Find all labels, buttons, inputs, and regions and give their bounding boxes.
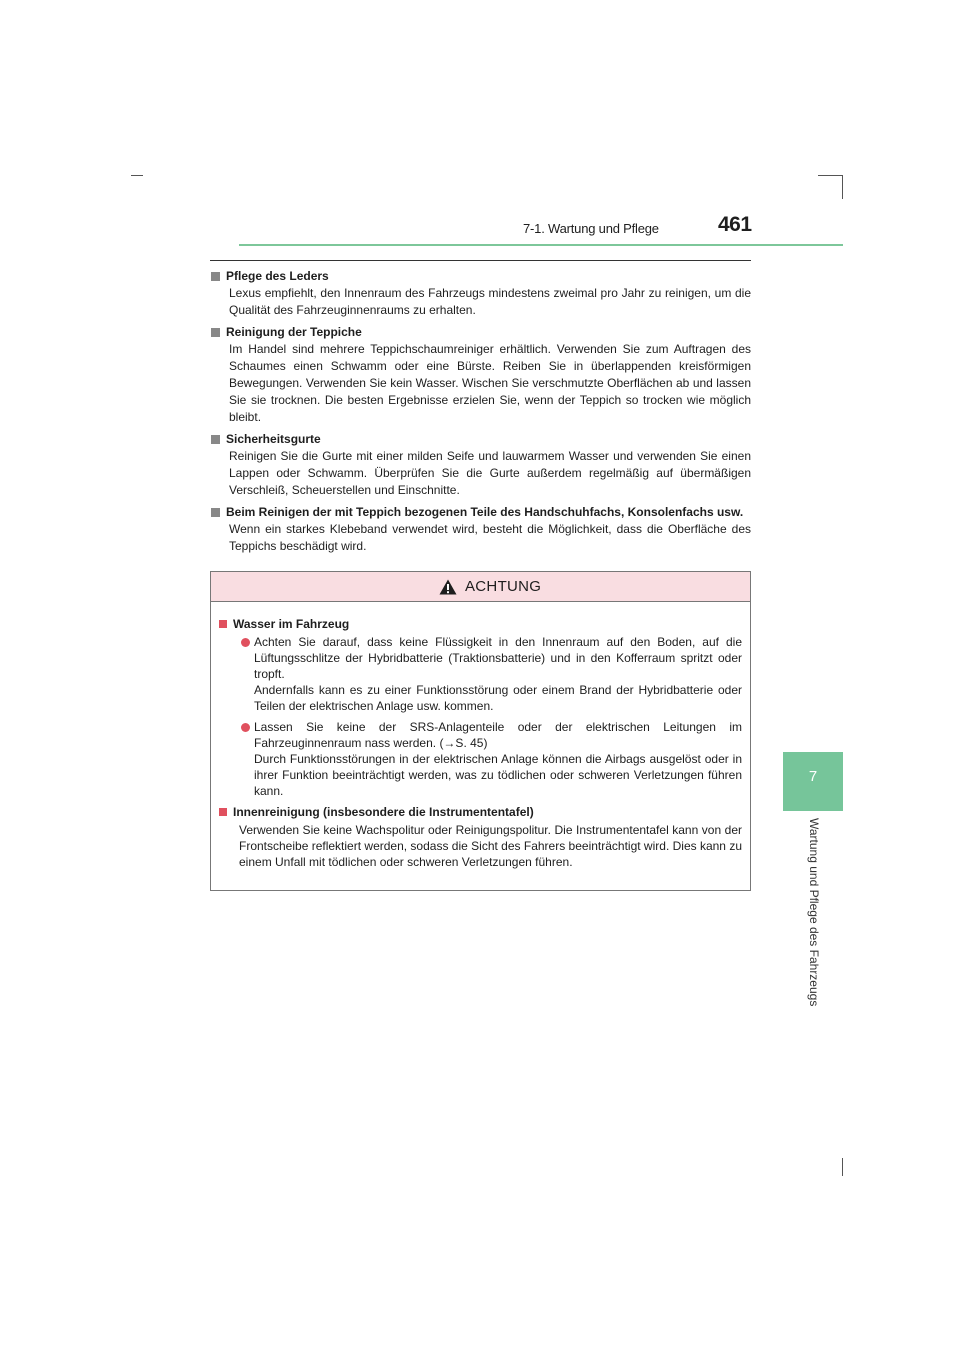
- section-heading: Reinigung der Teppiche: [210, 324, 751, 341]
- round-bullet-icon: [241, 638, 250, 647]
- section-heading: Sicherheitsgurte: [210, 431, 751, 448]
- section-seatbelts: [210, 431, 751, 499]
- section-body: Im Handel sind mehrere Teppichschaumreiniger erhältlich. Verwenden Sie zum Auftragen des Schaumes einen Schwamm oder eine Bürste. Reiben Sie in überlappenden kreisförmigen Bewegungen. Verwenden Sie kein Wasser. Wischen Sie verschmutzte Oberflächen ab und lassen Sie sie trocknen. Die besten Ergebnisse erzielen Sie, wenn der Teppich so trocken wie möglich bleibt.: [229, 342, 751, 424]
- warning-title: ACHTUNG: [465, 578, 542, 595]
- section-heading: Pflege des Leders: [210, 268, 751, 285]
- chapter-title-vertical: Wartung und Pflege des Fahrzeugs: [807, 818, 821, 1007]
- warning-bullet-text: Durch Funktionsstörungen in der elektrischen Anlage können die Airbags ausgelöst oder in ihrer Funktion beeinträchtigt werden, was zu tödlichen oder schweren Verletzungen führen kann.: [254, 752, 742, 798]
- square-bullet-icon: [211, 272, 220, 281]
- main-content: [210, 268, 751, 560]
- section-body: Wenn ein starkes Klebeband verwendet wird, besteht die Möglichkeit, dass die Oberfläche des Teppichs beschädigt wird.: [229, 522, 751, 553]
- section-heading: Beim Reinigen der mit Teppich bezogenen Teile des Handschuhfachs, Konsolenfachs usw.: [210, 504, 751, 521]
- warning-section-water: [219, 616, 742, 799]
- square-bullet-icon: [211, 508, 220, 517]
- warning-header: [211, 572, 750, 602]
- warning-triangle-icon: [439, 579, 457, 595]
- chapter-number: 7: [808, 768, 818, 785]
- warning-section-interior: [219, 804, 742, 870]
- crop-mark-top-left: [131, 175, 143, 176]
- crop-mark-top-right-v: [842, 175, 843, 199]
- page-number: 461: [718, 213, 752, 236]
- crop-mark-bottom-right: [842, 1158, 843, 1176]
- section-carpeted-parts: [210, 504, 751, 555]
- warning-body: [211, 602, 750, 870]
- square-bullet-icon: [219, 808, 227, 816]
- section-body: Lexus empfiehlt, den Innenraum des Fahrzeugs mindestens zweimal pro Jahr zu reinigen, um die Qualität des Fahrzeuginnenraums zu erhalten.: [229, 286, 751, 317]
- content-top-rule: [210, 260, 751, 261]
- square-bullet-icon: [219, 620, 227, 628]
- round-bullet-icon: [241, 723, 250, 732]
- warning-bullet: [219, 634, 742, 714]
- warning-bullet: [219, 719, 742, 799]
- square-bullet-icon: [211, 328, 220, 337]
- warning-box: [210, 571, 751, 891]
- header-rule: [239, 244, 843, 246]
- running-header-section: 7-1. Wartung und Pflege: [523, 221, 659, 236]
- section-body: Reinigen Sie die Gurte mit einer milden Seife und lauwarmem Wasser und verwenden Sie einen Lappen oder Schwamm. Überprüfen Sie die Gurte außerdem regelmäßig auf übermäßigen Verschleiß, Scheuerstellen und Einschnitte.: [229, 449, 751, 497]
- warning-section-heading: Wasser im Fahrzeug: [219, 616, 742, 632]
- warning-paragraph: Verwenden Sie keine Wachspolitur oder Reinigungspolitur. Die Instrumententafel kann von der Frontscheibe reflektiert werden, sodass die Sicht des Fahrers beeinträchtigt wird. Dies kann zu einem Unfall mit tödlichen oder schweren Verletzungen führen.: [239, 823, 742, 869]
- crop-mark-top-right-h: [818, 175, 842, 176]
- warning-bullet-text: Andernfalls kann es zu einer Funktionsstörung oder einem Brand der Hybridbatterie oder Teilen der elektrischen Anlage usw. kommen.: [254, 683, 742, 713]
- section-carpets: [210, 324, 751, 426]
- square-bullet-icon: [211, 435, 220, 444]
- warning-bullet-text: Lassen Sie keine der SRS-Anlagenteile oder der elektrischen Leitungen im Fahrzeuginnenraum nass werden. (→S. 45): [254, 720, 742, 750]
- warning-section-heading: Innenreinigung (insbesondere die Instrumententafel): [219, 804, 742, 820]
- warning-bullet-text: Achten Sie darauf, dass keine Flüssigkeit in den Innenraum auf den Boden, auf die Lüftungsschlitze der Hybridbatterie (Traktionsbatterie) und in den Kofferraum spritzt oder tropft.: [254, 635, 742, 681]
- section-leather: [210, 268, 751, 319]
